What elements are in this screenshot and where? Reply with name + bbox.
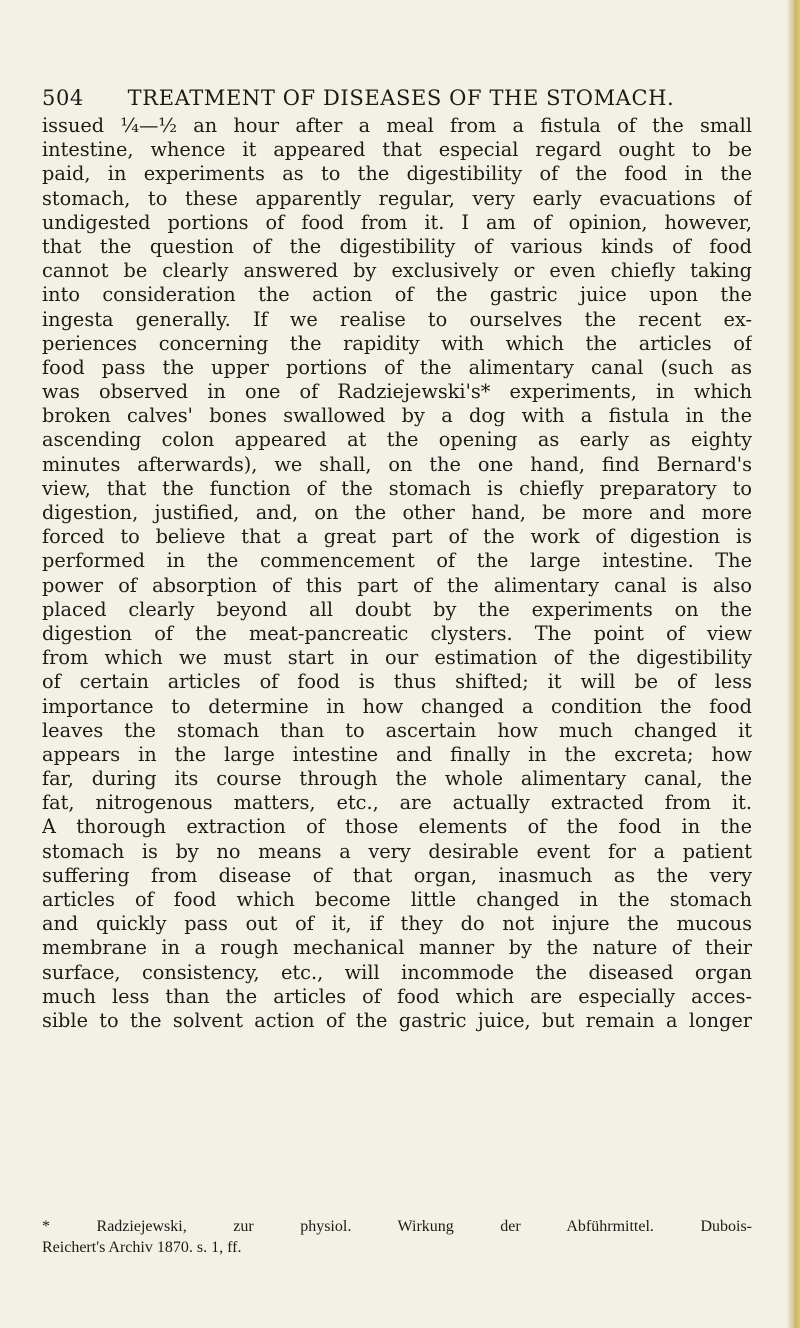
text-line: A thorough extraction of those elements of the food in the	[42, 815, 752, 839]
text-line: undigested portions of food from it. I am of opinion, however,	[42, 210, 752, 234]
text-line: suffering from disease of that organ, inasmuch as the very	[42, 863, 752, 887]
text-line: digestion of the meat-pancreatic clysters. The point of view	[42, 621, 752, 645]
text-line: leaves the stomach than to ascertain how much changed it	[42, 718, 752, 742]
page-title: TREATMENT OF DISEASES OF THE STOMACH.	[127, 86, 675, 110]
text-line: articles of food which become little changed in the stomach	[42, 888, 752, 911]
page-edge	[786, 0, 800, 1328]
text-line: cannot be clearly answered by exclusively or even chiefly taking	[42, 259, 752, 283]
running-head	[42, 86, 760, 116]
text-line: broken calves' bones swallowed by a dog with a fistula in the	[42, 404, 752, 428]
text-line: fat, nitrogenous matters, etc., are actually extracted from it.	[42, 791, 752, 815]
footnote-line: Reichert's Archiv 1870. s. 1, ff.	[42, 1239, 242, 1256]
text-line: forced to believe that a great part of the work of digestion is	[42, 525, 752, 549]
text-line: sible to the solvent action of the gastric juice, but remain a longer	[42, 1008, 752, 1032]
text-line: power of absorption of this part of the alimentary canal is also	[42, 573, 752, 597]
text-line: from which we must start in our estimation of the digestibility	[42, 646, 752, 670]
text-line: far, during its course through the whole alimentary canal, the	[42, 767, 752, 791]
text-line: surface, consistency, etc., will incommode the diseased organ	[42, 960, 752, 984]
text-line: of certain articles of food is thus shifted; it will be of less	[42, 670, 752, 694]
text-line: placed clearly beyond all doubt by the experiments on the	[42, 597, 752, 621]
text-line: food pass the upper portions of the alimentary canal (such as	[42, 355, 752, 379]
text-line: digestion, justified, and, on the other hand, be more and more	[42, 501, 752, 524]
text-line: ascending colon appeared at the opening as early as eighty	[42, 428, 752, 452]
text-line: paid, in experiments as to the digestibility of the food in the	[42, 162, 752, 186]
text-line: view, that the function of the stomach is chiefly preparatory to	[42, 476, 752, 500]
text-line: ingesta generally. If we realise to ourselves the recent ex-	[42, 307, 752, 331]
text-line: periences concerning the rapidity with which the articles of	[42, 331, 752, 355]
text-line: appears in the large intestine and finally in the excreta; how	[42, 742, 752, 766]
text-line: membrane in a rough mechanical manner by the nature of their	[42, 936, 752, 960]
text-line: intestine, whence it appeared that especial regard ought to be	[42, 138, 752, 162]
text-line: minutes afterwards), we shall, on the one hand, find Bernard's	[42, 452, 752, 476]
text-line: issued ¼—½ an hour after a meal from a fistula of the small	[42, 114, 752, 137]
text-line: stomach is by no means a very desirable event for a patient	[42, 839, 752, 863]
text-line: performed in the commencement of the large intestine. The	[42, 549, 752, 573]
footnote	[42, 1216, 752, 1258]
text-line: stomach, to these apparently regular, very early evacuations of	[42, 186, 752, 210]
footnote-line: * Radziejewski, zur physiol. Wirkung der Abführmittel. Dubois-	[42, 1218, 752, 1235]
text-line: that the question of the digestibility of various kinds of food	[42, 234, 752, 258]
text-line: importance to determine in how changed a condition the food	[42, 694, 752, 718]
text-line: and quickly pass out of it, if they do not injure the mucous	[42, 912, 752, 936]
text-line: much less than the articles of food which are especially acces-	[42, 984, 752, 1008]
body-text	[42, 114, 752, 1033]
text-line: into consideration the action of the gastric juice upon the	[42, 283, 752, 307]
page-number: 504	[42, 86, 84, 110]
text-line: was observed in one of Radziejewski's* experiments, in which	[42, 380, 752, 404]
